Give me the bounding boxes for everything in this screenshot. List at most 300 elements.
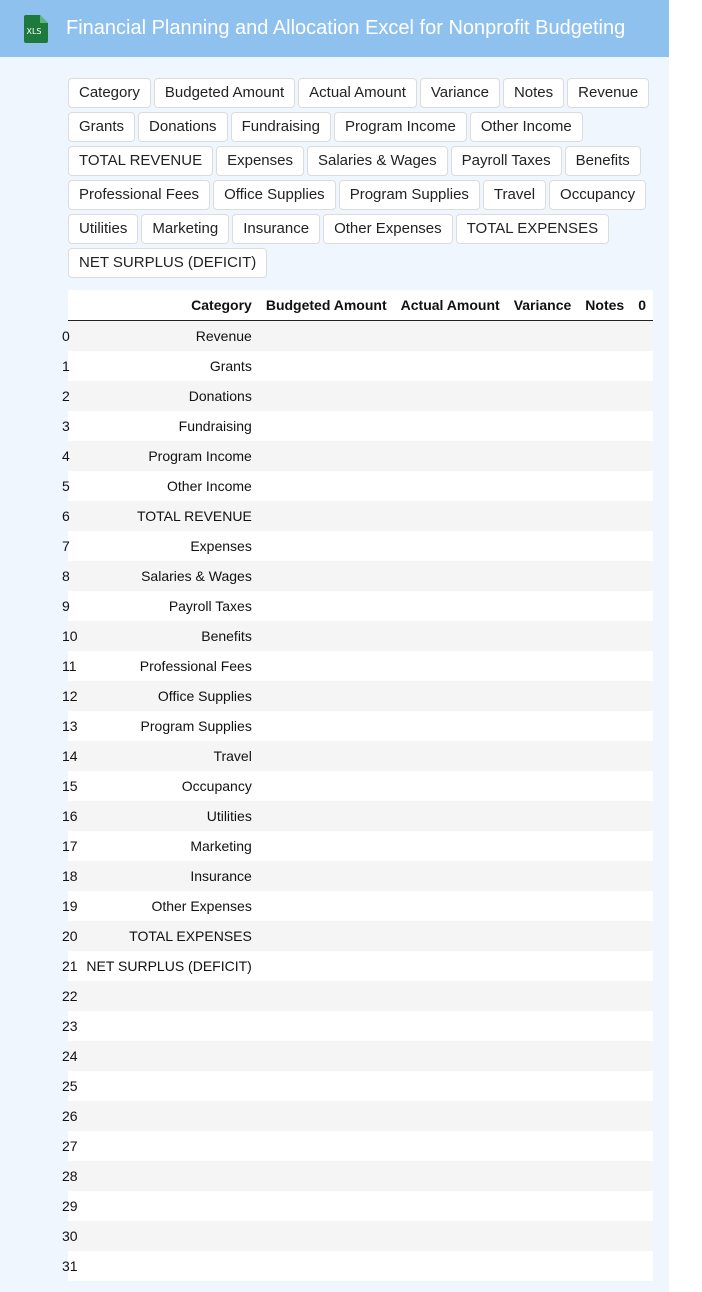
column-chip-list xyxy=(68,78,658,282)
category-cell: Payroll Taxes xyxy=(78,591,259,621)
category-cell xyxy=(78,1011,259,1041)
xls-file-icon xyxy=(22,14,50,44)
empty-cell xyxy=(578,1251,631,1281)
empty-cell xyxy=(259,591,394,621)
empty-cell xyxy=(259,1191,394,1221)
empty-cell xyxy=(631,711,653,741)
category-cell xyxy=(78,981,259,1011)
empty-cell xyxy=(394,441,507,471)
row-index-cell xyxy=(62,1011,78,1041)
empty-cell xyxy=(578,891,631,921)
empty-cell xyxy=(631,561,653,591)
empty-cell xyxy=(394,1071,507,1101)
table-body xyxy=(62,321,653,1282)
column-chip[interactable]: Professional Fees xyxy=(68,180,210,210)
empty-cell xyxy=(631,531,653,561)
empty-cell xyxy=(507,801,579,831)
empty-cell xyxy=(631,1191,653,1221)
empty-cell xyxy=(631,981,653,1011)
empty-cell xyxy=(394,1251,507,1281)
empty-cell xyxy=(578,831,631,861)
empty-cell xyxy=(394,981,507,1011)
category-cell xyxy=(78,1071,259,1101)
row-index: 9 xyxy=(62,598,70,614)
row-index-cell xyxy=(62,981,78,1011)
category-cell: Revenue xyxy=(78,321,259,352)
empty-cell xyxy=(578,771,631,801)
empty-cell xyxy=(394,921,507,951)
column-chip[interactable]: Salaries & Wages xyxy=(307,146,448,176)
empty-cell xyxy=(394,411,507,441)
column-header[interactable]: Notes xyxy=(578,290,631,321)
empty-cell xyxy=(507,921,579,951)
empty-cell xyxy=(507,831,579,861)
category-cell: TOTAL EXPENSES xyxy=(78,921,259,951)
empty-cell xyxy=(259,861,394,891)
column-chip[interactable]: Office Supplies xyxy=(213,180,336,210)
row-index-cell xyxy=(62,1131,78,1161)
category-cell: Donations xyxy=(78,381,259,411)
table-row xyxy=(68,621,653,651)
empty-cell xyxy=(578,621,631,651)
empty-cell xyxy=(259,951,394,981)
empty-cell xyxy=(394,681,507,711)
column-chip[interactable]: Utilities xyxy=(68,214,138,244)
row-index: 5 xyxy=(62,478,70,494)
empty-cell xyxy=(507,441,579,471)
empty-cell xyxy=(631,921,653,951)
empty-cell xyxy=(507,591,579,621)
index-header xyxy=(68,290,78,321)
category-cell xyxy=(78,1221,259,1251)
category-cell: Grants xyxy=(78,351,259,381)
table-row xyxy=(68,1101,653,1131)
empty-cell xyxy=(259,621,394,651)
column-header[interactable]: 0 xyxy=(631,290,653,321)
table-row xyxy=(68,1251,653,1281)
row-index: 23 xyxy=(62,1018,78,1034)
empty-cell xyxy=(631,951,653,981)
empty-cell xyxy=(631,1011,653,1041)
empty-cell xyxy=(631,381,653,411)
row-index-cell xyxy=(62,1161,78,1191)
empty-cell xyxy=(631,1161,653,1191)
empty-cell xyxy=(631,1071,653,1101)
empty-cell xyxy=(578,741,631,771)
empty-cell xyxy=(259,681,394,711)
row-index: 20 xyxy=(62,928,78,944)
empty-cell xyxy=(631,321,653,352)
table-row xyxy=(68,681,653,711)
row-index-cell xyxy=(62,891,78,921)
empty-cell xyxy=(578,951,631,981)
empty-cell xyxy=(259,1131,394,1161)
table-row xyxy=(68,921,653,951)
empty-cell xyxy=(507,951,579,981)
empty-cell xyxy=(259,561,394,591)
row-index-cell xyxy=(62,921,78,951)
empty-cell xyxy=(394,831,507,861)
column-chip[interactable]: Grants xyxy=(68,112,135,142)
empty-cell xyxy=(259,801,394,831)
table-row xyxy=(68,1041,653,1071)
table-row xyxy=(68,471,653,501)
row-index: 18 xyxy=(62,868,78,884)
category-cell: TOTAL REVENUE xyxy=(78,501,259,531)
window-right-edge xyxy=(669,0,702,1292)
empty-cell xyxy=(578,381,631,411)
table-row xyxy=(68,651,653,681)
column-chip[interactable]: Other Expenses xyxy=(323,214,453,244)
table-row xyxy=(68,381,653,411)
empty-cell xyxy=(507,651,579,681)
empty-cell xyxy=(394,1041,507,1071)
table-row xyxy=(68,321,653,352)
empty-cell xyxy=(394,741,507,771)
empty-cell xyxy=(578,651,631,681)
category-cell xyxy=(78,1161,259,1191)
column-chip[interactable]: Category xyxy=(68,78,151,108)
empty-cell xyxy=(631,1131,653,1161)
column-chip[interactable]: Actual Amount xyxy=(298,78,417,108)
empty-cell xyxy=(578,711,631,741)
category-cell: Salaries & Wages xyxy=(78,561,259,591)
empty-cell xyxy=(578,1071,631,1101)
category-cell: Other Income xyxy=(78,471,259,501)
row-index: 19 xyxy=(62,898,78,914)
empty-cell xyxy=(507,1131,579,1161)
category-cell: Program Supplies xyxy=(78,711,259,741)
column-chip[interactable]: Marketing xyxy=(141,214,229,244)
table-row xyxy=(68,591,653,621)
row-index: 22 xyxy=(62,988,78,1004)
empty-cell xyxy=(578,321,631,352)
empty-cell xyxy=(631,651,653,681)
category-cell: Occupancy xyxy=(78,771,259,801)
empty-cell xyxy=(394,351,507,381)
empty-cell xyxy=(507,561,579,591)
row-index-cell xyxy=(62,861,78,891)
category-cell: Marketing xyxy=(78,831,259,861)
empty-cell xyxy=(631,1251,653,1281)
empty-cell xyxy=(578,1041,631,1071)
table-header-row xyxy=(68,290,653,321)
empty-cell xyxy=(507,1191,579,1221)
empty-cell xyxy=(259,711,394,741)
empty-cell xyxy=(507,981,579,1011)
row-index-cell xyxy=(62,411,78,441)
table-row xyxy=(68,1131,653,1161)
row-index-cell xyxy=(62,471,78,501)
table-row xyxy=(68,1191,653,1221)
empty-cell xyxy=(631,741,653,771)
row-index-cell xyxy=(62,681,78,711)
empty-cell xyxy=(507,1011,579,1041)
row-index: 4 xyxy=(62,448,70,464)
empty-cell xyxy=(259,441,394,471)
table-row xyxy=(68,1011,653,1041)
empty-cell xyxy=(259,771,394,801)
row-index: 26 xyxy=(62,1108,78,1124)
table-row xyxy=(68,561,653,591)
row-index: 8 xyxy=(62,568,70,584)
window-title: Financial Planning and Allocation Excel for Nonprofit Budgeting xyxy=(66,17,626,39)
empty-cell xyxy=(394,621,507,651)
column-chip[interactable]: Revenue xyxy=(567,78,649,108)
empty-cell xyxy=(259,831,394,861)
column-chip[interactable]: Expenses xyxy=(216,146,304,176)
empty-cell xyxy=(631,1101,653,1131)
empty-cell xyxy=(259,1041,394,1071)
empty-cell xyxy=(507,381,579,411)
row-index-cell xyxy=(62,831,78,861)
empty-cell xyxy=(259,651,394,681)
column-header[interactable]: Category xyxy=(78,290,259,321)
empty-cell xyxy=(259,321,394,352)
row-index-cell xyxy=(62,1191,78,1221)
column-chip[interactable]: Occupancy xyxy=(549,180,646,210)
column-chip[interactable]: Donations xyxy=(138,112,228,142)
empty-cell xyxy=(259,1101,394,1131)
column-header[interactable]: Variance xyxy=(507,290,579,321)
empty-cell xyxy=(578,1161,631,1191)
row-index-cell xyxy=(62,351,78,381)
row-index: 2 xyxy=(62,388,70,404)
empty-cell xyxy=(578,351,631,381)
empty-cell xyxy=(578,1011,631,1041)
empty-cell xyxy=(507,471,579,501)
empty-cell xyxy=(394,1131,507,1161)
column-header[interactable]: Budgeted Amount xyxy=(259,290,394,321)
row-index: 29 xyxy=(62,1198,78,1214)
row-index: 7 xyxy=(62,538,70,554)
empty-cell xyxy=(507,531,579,561)
row-index-cell xyxy=(62,1101,78,1131)
row-index-cell xyxy=(62,381,78,411)
empty-cell xyxy=(631,891,653,921)
empty-cell xyxy=(259,921,394,951)
column-chip[interactable]: Budgeted Amount xyxy=(154,78,295,108)
empty-cell xyxy=(394,711,507,741)
table-row xyxy=(68,951,653,981)
empty-cell xyxy=(507,1071,579,1101)
data-table xyxy=(62,290,653,1281)
row-index-cell xyxy=(62,321,78,352)
table-row xyxy=(68,981,653,1011)
empty-cell xyxy=(259,1011,394,1041)
empty-cell xyxy=(507,321,579,352)
row-index: 12 xyxy=(62,688,78,704)
column-chip[interactable]: Variance xyxy=(420,78,500,108)
table-row xyxy=(68,831,653,861)
row-index-cell xyxy=(62,951,78,981)
row-index: 21 xyxy=(62,958,78,974)
empty-cell xyxy=(507,1221,579,1251)
row-index: 25 xyxy=(62,1078,78,1094)
row-index: 24 xyxy=(62,1048,78,1064)
empty-cell xyxy=(507,621,579,651)
empty-cell xyxy=(578,471,631,501)
empty-cell xyxy=(578,591,631,621)
empty-cell xyxy=(507,501,579,531)
category-cell: Other Expenses xyxy=(78,891,259,921)
column-chip[interactable]: Fundraising xyxy=(231,112,331,142)
row-index-cell xyxy=(62,621,78,651)
row-index-cell xyxy=(62,711,78,741)
empty-cell xyxy=(578,921,631,951)
empty-cell xyxy=(631,771,653,801)
empty-cell xyxy=(394,1011,507,1041)
category-cell: Benefits xyxy=(78,621,259,651)
empty-cell xyxy=(578,501,631,531)
empty-cell xyxy=(259,1161,394,1191)
table-row xyxy=(68,1071,653,1101)
column-chip[interactable]: TOTAL REVENUE xyxy=(68,146,213,176)
category-cell: Insurance xyxy=(78,861,259,891)
row-index-cell xyxy=(62,651,78,681)
empty-cell xyxy=(259,1251,394,1281)
category-cell: Program Income xyxy=(78,441,259,471)
category-cell xyxy=(78,1191,259,1221)
table-row xyxy=(68,891,653,921)
table-row xyxy=(68,801,653,831)
empty-cell xyxy=(259,471,394,501)
column-chip[interactable]: Travel xyxy=(483,180,546,210)
row-index: 1 xyxy=(62,358,70,374)
empty-cell xyxy=(631,681,653,711)
row-index-cell xyxy=(62,501,78,531)
empty-cell xyxy=(578,561,631,591)
empty-cell xyxy=(507,1251,579,1281)
empty-cell xyxy=(394,381,507,411)
empty-cell xyxy=(259,1221,394,1251)
data-table-viewport[interactable] xyxy=(62,290,653,1280)
empty-cell xyxy=(394,651,507,681)
row-index: 3 xyxy=(62,418,70,434)
row-index: 14 xyxy=(62,748,78,764)
row-index-cell xyxy=(62,1251,78,1281)
empty-cell xyxy=(578,801,631,831)
row-index-cell xyxy=(62,741,78,771)
row-index-cell xyxy=(62,441,78,471)
empty-cell xyxy=(631,351,653,381)
row-index: 16 xyxy=(62,808,78,824)
empty-cell xyxy=(631,591,653,621)
empty-cell xyxy=(631,471,653,501)
row-index: 27 xyxy=(62,1138,78,1154)
empty-cell xyxy=(631,1221,653,1251)
empty-cell xyxy=(631,411,653,441)
category-cell xyxy=(78,1131,259,1161)
row-index-cell xyxy=(62,561,78,591)
table-row xyxy=(68,771,653,801)
empty-cell xyxy=(578,411,631,441)
column-chip[interactable]: Benefits xyxy=(565,146,641,176)
table-row xyxy=(68,351,653,381)
empty-cell xyxy=(507,1101,579,1131)
empty-cell xyxy=(394,561,507,591)
category-cell: Expenses xyxy=(78,531,259,561)
empty-cell xyxy=(631,621,653,651)
empty-cell xyxy=(578,861,631,891)
title-bar xyxy=(0,0,669,57)
row-index-cell xyxy=(62,591,78,621)
empty-cell xyxy=(394,501,507,531)
column-chip[interactable]: Insurance xyxy=(232,214,320,244)
column-chip[interactable]: NET SURPLUS (DEFICIT) xyxy=(68,248,267,278)
empty-cell xyxy=(578,441,631,471)
column-chip[interactable]: Program Supplies xyxy=(339,180,480,210)
empty-cell xyxy=(394,771,507,801)
empty-cell xyxy=(507,1041,579,1071)
empty-cell xyxy=(259,891,394,921)
empty-cell xyxy=(507,411,579,441)
category-cell xyxy=(78,1041,259,1071)
empty-cell xyxy=(259,1071,394,1101)
empty-cell xyxy=(259,411,394,441)
row-index-cell xyxy=(62,1221,78,1251)
column-chip[interactable]: Notes xyxy=(503,78,564,108)
empty-cell xyxy=(507,741,579,771)
row-index-cell xyxy=(62,1041,78,1071)
empty-cell xyxy=(507,861,579,891)
row-index-cell xyxy=(62,531,78,561)
category-cell: Professional Fees xyxy=(78,651,259,681)
empty-cell xyxy=(631,861,653,891)
empty-cell xyxy=(631,441,653,471)
row-index: 11 xyxy=(62,658,77,674)
row-index-cell xyxy=(62,1071,78,1101)
empty-cell xyxy=(259,501,394,531)
row-index: 13 xyxy=(62,718,78,734)
empty-cell xyxy=(578,981,631,1011)
column-header[interactable]: Actual Amount xyxy=(394,290,507,321)
column-chip[interactable]: Payroll Taxes xyxy=(451,146,562,176)
empty-cell xyxy=(631,501,653,531)
empty-cell xyxy=(507,351,579,381)
empty-cell xyxy=(394,1191,507,1221)
empty-cell xyxy=(578,1101,631,1131)
category-cell: Travel xyxy=(78,741,259,771)
table-row xyxy=(68,1161,653,1191)
table-row xyxy=(68,711,653,741)
column-chip[interactable]: Program Income xyxy=(334,112,467,142)
table-row xyxy=(68,531,653,561)
empty-cell xyxy=(259,741,394,771)
row-index: 30 xyxy=(62,1228,78,1244)
empty-cell xyxy=(507,891,579,921)
category-cell: Office Supplies xyxy=(78,681,259,711)
empty-cell xyxy=(394,891,507,921)
empty-cell xyxy=(394,1221,507,1251)
row-index: 28 xyxy=(62,1168,78,1184)
column-chip[interactable]: Other Income xyxy=(470,112,583,142)
empty-cell xyxy=(507,1161,579,1191)
empty-cell xyxy=(578,681,631,711)
table-row xyxy=(68,741,653,771)
row-index: 0 xyxy=(62,328,70,344)
table-row xyxy=(68,861,653,891)
xls-file-icon-label: XLS xyxy=(26,27,42,36)
empty-cell xyxy=(259,351,394,381)
category-cell: Fundraising xyxy=(78,411,259,441)
empty-cell xyxy=(394,1161,507,1191)
category-cell: NET SURPLUS (DEFICIT) xyxy=(78,951,259,981)
row-index: 17 xyxy=(62,838,78,854)
empty-cell xyxy=(631,831,653,861)
empty-cell xyxy=(507,681,579,711)
column-chip[interactable]: TOTAL EXPENSES xyxy=(456,214,609,244)
